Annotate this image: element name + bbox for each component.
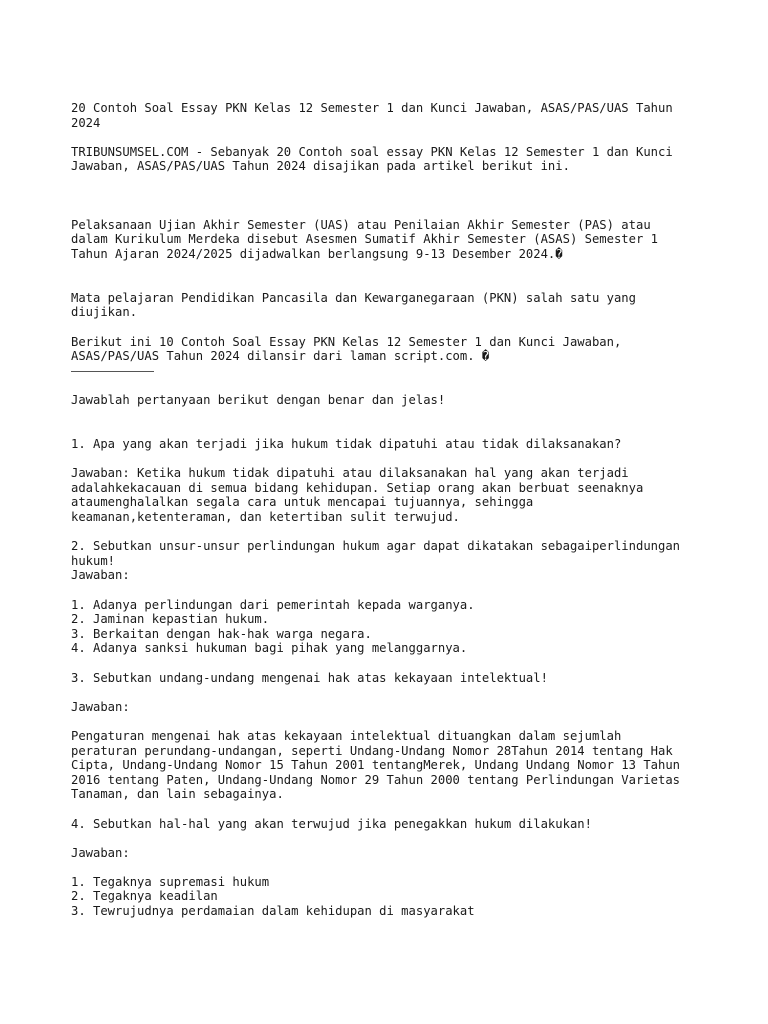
intro-line: dalam Kurikulum Merdeka disebut Asesmen Sumatif Akhir Semester (ASAS) Semester 1 — [71, 232, 658, 247]
answer-item: 3. Berkaitan dengan hak-hak warga negara. — [71, 626, 372, 641]
subject-line: Mata pelajaran Pendidikan Pancasila dan Kewarganegaraan (PKN) salah satu yang — [71, 290, 636, 305]
subject-line: diujikan. — [71, 305, 138, 320]
answer-label: Jawaban: — [71, 568, 130, 583]
question-1 — [71, 437, 711, 525]
answer-line: Cipta, Undang-Undang Nomor 15 Tahun 2001 tentangMerek, Undang Undang Nomor 13 Tahun — [71, 758, 681, 773]
question-4 — [71, 817, 711, 919]
answer-label: Jawaban: — [71, 699, 130, 714]
article-title — [71, 101, 711, 130]
source-paragraph — [71, 335, 711, 364]
answer-label: Jawaban: — [71, 845, 130, 860]
source-line: ASAS/PAS/UAS Tahun 2024 dilansir dari laman script.com. � — [71, 349, 490, 364]
answer-item: 2. Tegaknya keadilan — [71, 889, 218, 904]
intro-paragraph — [71, 218, 711, 262]
question-text: 3. Sebutkan undang-undang mengenai hak atas kekayaan intelektual! — [71, 670, 548, 685]
answer-line: peraturan perundang-undangan, seperti Undang-Undang Nomor 28Tahun 2014 tentang Hak — [71, 743, 673, 758]
article-title-line: 2024 — [71, 115, 101, 130]
question-text: 1. Apa yang akan terjadi jika hukum tidak dipatuhi atau tidak dilaksanakan? — [71, 437, 622, 452]
answer-item: 3. Tewrujudnya perdamaian dalam kehidupan di masyarakat — [71, 904, 475, 919]
question-text: hukum! — [71, 553, 116, 568]
document-page — [71, 101, 711, 919]
answer-item: 2. Jaminan kepastian hukum. — [71, 612, 270, 627]
answer-line: adalahkekacauan di semua bidang kehidupan. Setiap orang akan berbuat seenaknya — [71, 480, 644, 495]
answer-line: 2016 tentang Paten, Undang-Undang Nomor 29 Tahun 2000 tentang Perlindungan Varietas — [71, 772, 681, 787]
intro-line: Tahun Ajaran 2024/2025 dijadwalkan berlangsung 9-13 Desember 2024.� — [71, 246, 563, 261]
answer-line: keamanan,ketenteraman, dan ketertiban sulit terwujud. — [71, 510, 460, 525]
answer-item: 1. Adanya perlindungan dari pemerintah kepada warganya. — [71, 597, 475, 612]
answer-line: Pengaturan mengenai hak atas kekayaan intelektual dituangkan dalam sejumlah — [71, 728, 622, 743]
question-2 — [71, 539, 711, 656]
source-line: Berikut ini 10 Contoh Soal Essay PKN Kelas 12 Semester 1 dan Kunci Jawaban, — [71, 334, 622, 349]
lead-line: TRIBUNSUMSEL.COM - Sebanyak 20 Contoh soal essay PKN Kelas 12 Semester 1 dan Kunci — [71, 144, 673, 159]
answer-item: 1. Tegaknya supremasi hukum — [71, 874, 270, 889]
instruction-text: Jawablah pertanyaan berikut dengan benar dan jelas! — [71, 393, 446, 408]
article-title-line: 20 Contoh Soal Essay PKN Kelas 12 Semester 1 dan Kunci Jawaban, ASAS/PAS/UAS Tahun — [71, 101, 673, 115]
lead-paragraph — [71, 145, 711, 174]
section-divider — [71, 371, 154, 372]
answer-line: Tanaman, dan lain sebagainya. — [71, 787, 284, 802]
answer-line: ataumenghalalkan segala cara untuk mencapai tujuannya, sehingga — [71, 495, 534, 510]
question-text: 4. Sebutkan hal-hal yang akan terwujud jika penegakkan hukum dilakukan! — [71, 816, 592, 831]
intro-line: Pelaksanaan Ujian Akhir Semester (UAS) atau Penilaian Akhir Semester (PAS) atau — [71, 217, 651, 232]
question-text: 2. Sebutkan unsur-unsur perlindungan hukum agar dapat dikatakan sebagaiperlindungan — [71, 539, 681, 554]
subject-paragraph — [71, 291, 711, 320]
question-3 — [71, 671, 711, 802]
lead-line: Jawaban, ASAS/PAS/UAS Tahun 2024 disajikan pada artikel berikut ini. — [71, 159, 570, 174]
answer-line: Jawaban: Ketika hukum tidak dipatuhi atau dilaksanakan hal yang akan terjadi — [71, 466, 629, 481]
answer-item: 4. Adanya sanksi hukuman bagi pihak yang melanggarnya. — [71, 641, 468, 656]
